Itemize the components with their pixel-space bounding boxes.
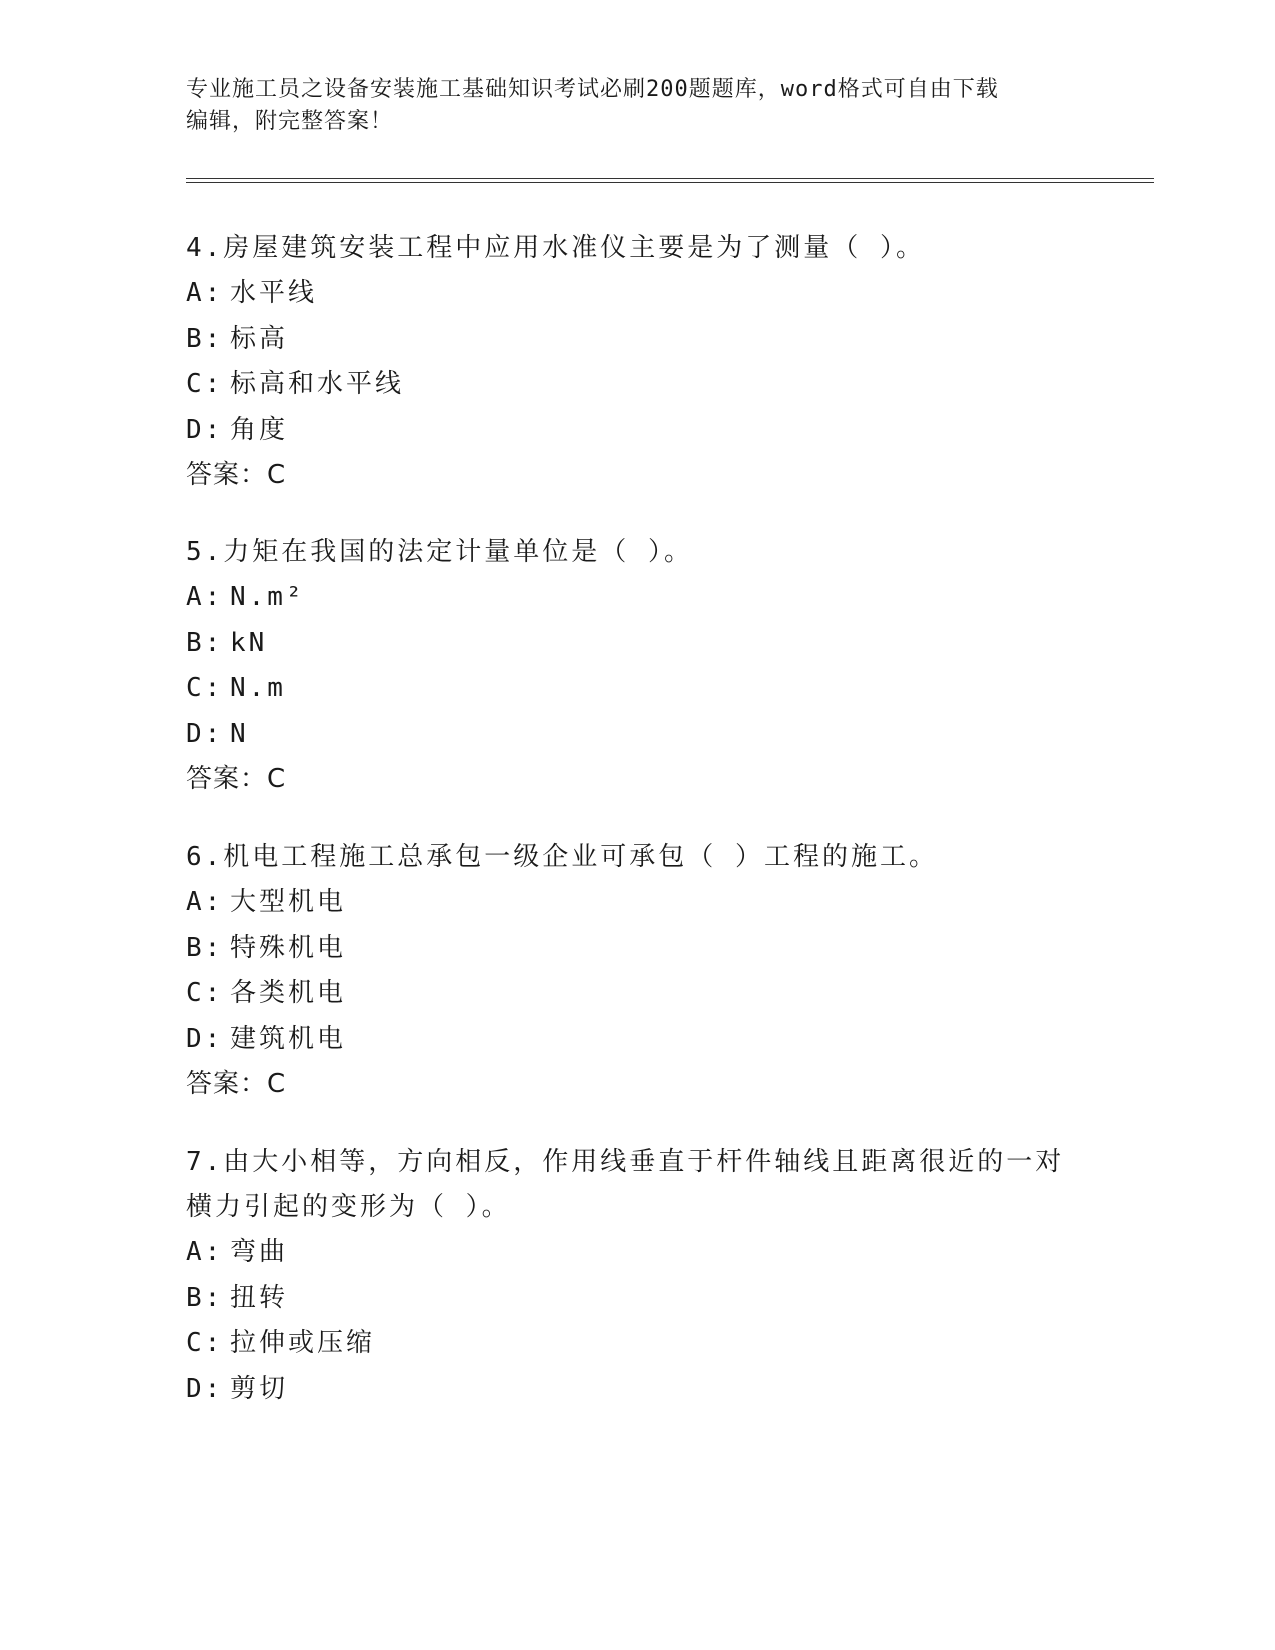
option-letter: A:	[186, 278, 224, 308]
header-divider	[186, 178, 1154, 183]
option-c	[186, 666, 1086, 712]
option-text: 剪切	[230, 1373, 289, 1404]
option-c	[186, 1321, 1086, 1367]
option-letter: C:	[186, 1328, 224, 1358]
document-header	[186, 74, 1086, 138]
option-d	[186, 408, 1086, 454]
option-text: 扭转	[230, 1282, 289, 1313]
header-line-2: 编辑，附完整答案！	[186, 109, 394, 134]
option-text: N.m²	[230, 582, 305, 612]
option-text: 特殊机电	[230, 932, 347, 963]
question-stem-line-1: 7.由大小相等，方向相反，作用线垂直于杆件轴线且距离很近的一对	[186, 1147, 1065, 1177]
option-d	[186, 1367, 1086, 1413]
option-letter: C:	[186, 673, 224, 703]
option-text: N	[230, 718, 249, 749]
option-c	[186, 971, 1086, 1017]
option-letter: B:	[186, 932, 224, 963]
option-text: 水平线	[230, 278, 318, 308]
option-letter: A:	[186, 582, 224, 612]
question-stem: 6.机电工程施工总承包一级企业可承包（ ）工程的施工。	[186, 842, 938, 872]
option-a	[186, 1230, 1086, 1276]
option-letter: A:	[186, 887, 224, 917]
option-letter: A:	[186, 1237, 224, 1267]
option-letter: D:	[186, 1023, 224, 1054]
option-text: kN	[230, 627, 268, 658]
option-text: 各类机电	[230, 978, 347, 1008]
question-7	[186, 1140, 1086, 1412]
option-c	[186, 362, 1086, 408]
option-letter: B:	[186, 323, 224, 354]
question-stem-line-2: 横力引起的变形为（ ）。	[186, 1192, 511, 1222]
option-text: 标高	[230, 323, 289, 354]
answer: 答案：C	[186, 764, 287, 794]
option-text: 标高和水平线	[230, 369, 405, 399]
option-b	[186, 926, 1086, 972]
option-text: 弯曲	[230, 1237, 289, 1267]
option-letter: D:	[186, 1373, 224, 1404]
answer: 答案：C	[186, 1069, 287, 1099]
option-text: N.m	[230, 673, 286, 703]
option-d	[186, 712, 1086, 758]
option-text: 角度	[230, 414, 289, 445]
question-stem: 5.力矩在我国的法定计量单位是（ ）。	[186, 537, 693, 567]
option-text: 建筑机电	[230, 1023, 347, 1054]
option-a	[186, 575, 1086, 621]
option-letter: D:	[186, 414, 224, 445]
option-a	[186, 880, 1086, 926]
option-text: 拉伸或压缩	[230, 1328, 376, 1358]
option-b	[186, 317, 1086, 363]
option-letter: B:	[186, 627, 224, 658]
option-letter: C:	[186, 978, 224, 1008]
header-line-1: 专业施工员之设备安装施工基础知识考试必刷200题题库，word格式可自由下载	[186, 77, 999, 102]
option-letter: D:	[186, 718, 224, 749]
question-4	[186, 226, 1086, 499]
option-letter: C:	[186, 369, 224, 399]
option-a	[186, 271, 1086, 317]
option-text: 大型机电	[230, 887, 347, 917]
option-letter: B:	[186, 1282, 224, 1313]
question-6	[186, 835, 1086, 1108]
option-b	[186, 1276, 1086, 1322]
question-5	[186, 530, 1086, 803]
question-stem: 4.房屋建筑安装工程中应用水准仪主要是为了测量（ ）。	[186, 233, 925, 263]
option-b	[186, 621, 1086, 667]
answer: 答案：C	[186, 460, 287, 490]
option-d	[186, 1017, 1086, 1063]
